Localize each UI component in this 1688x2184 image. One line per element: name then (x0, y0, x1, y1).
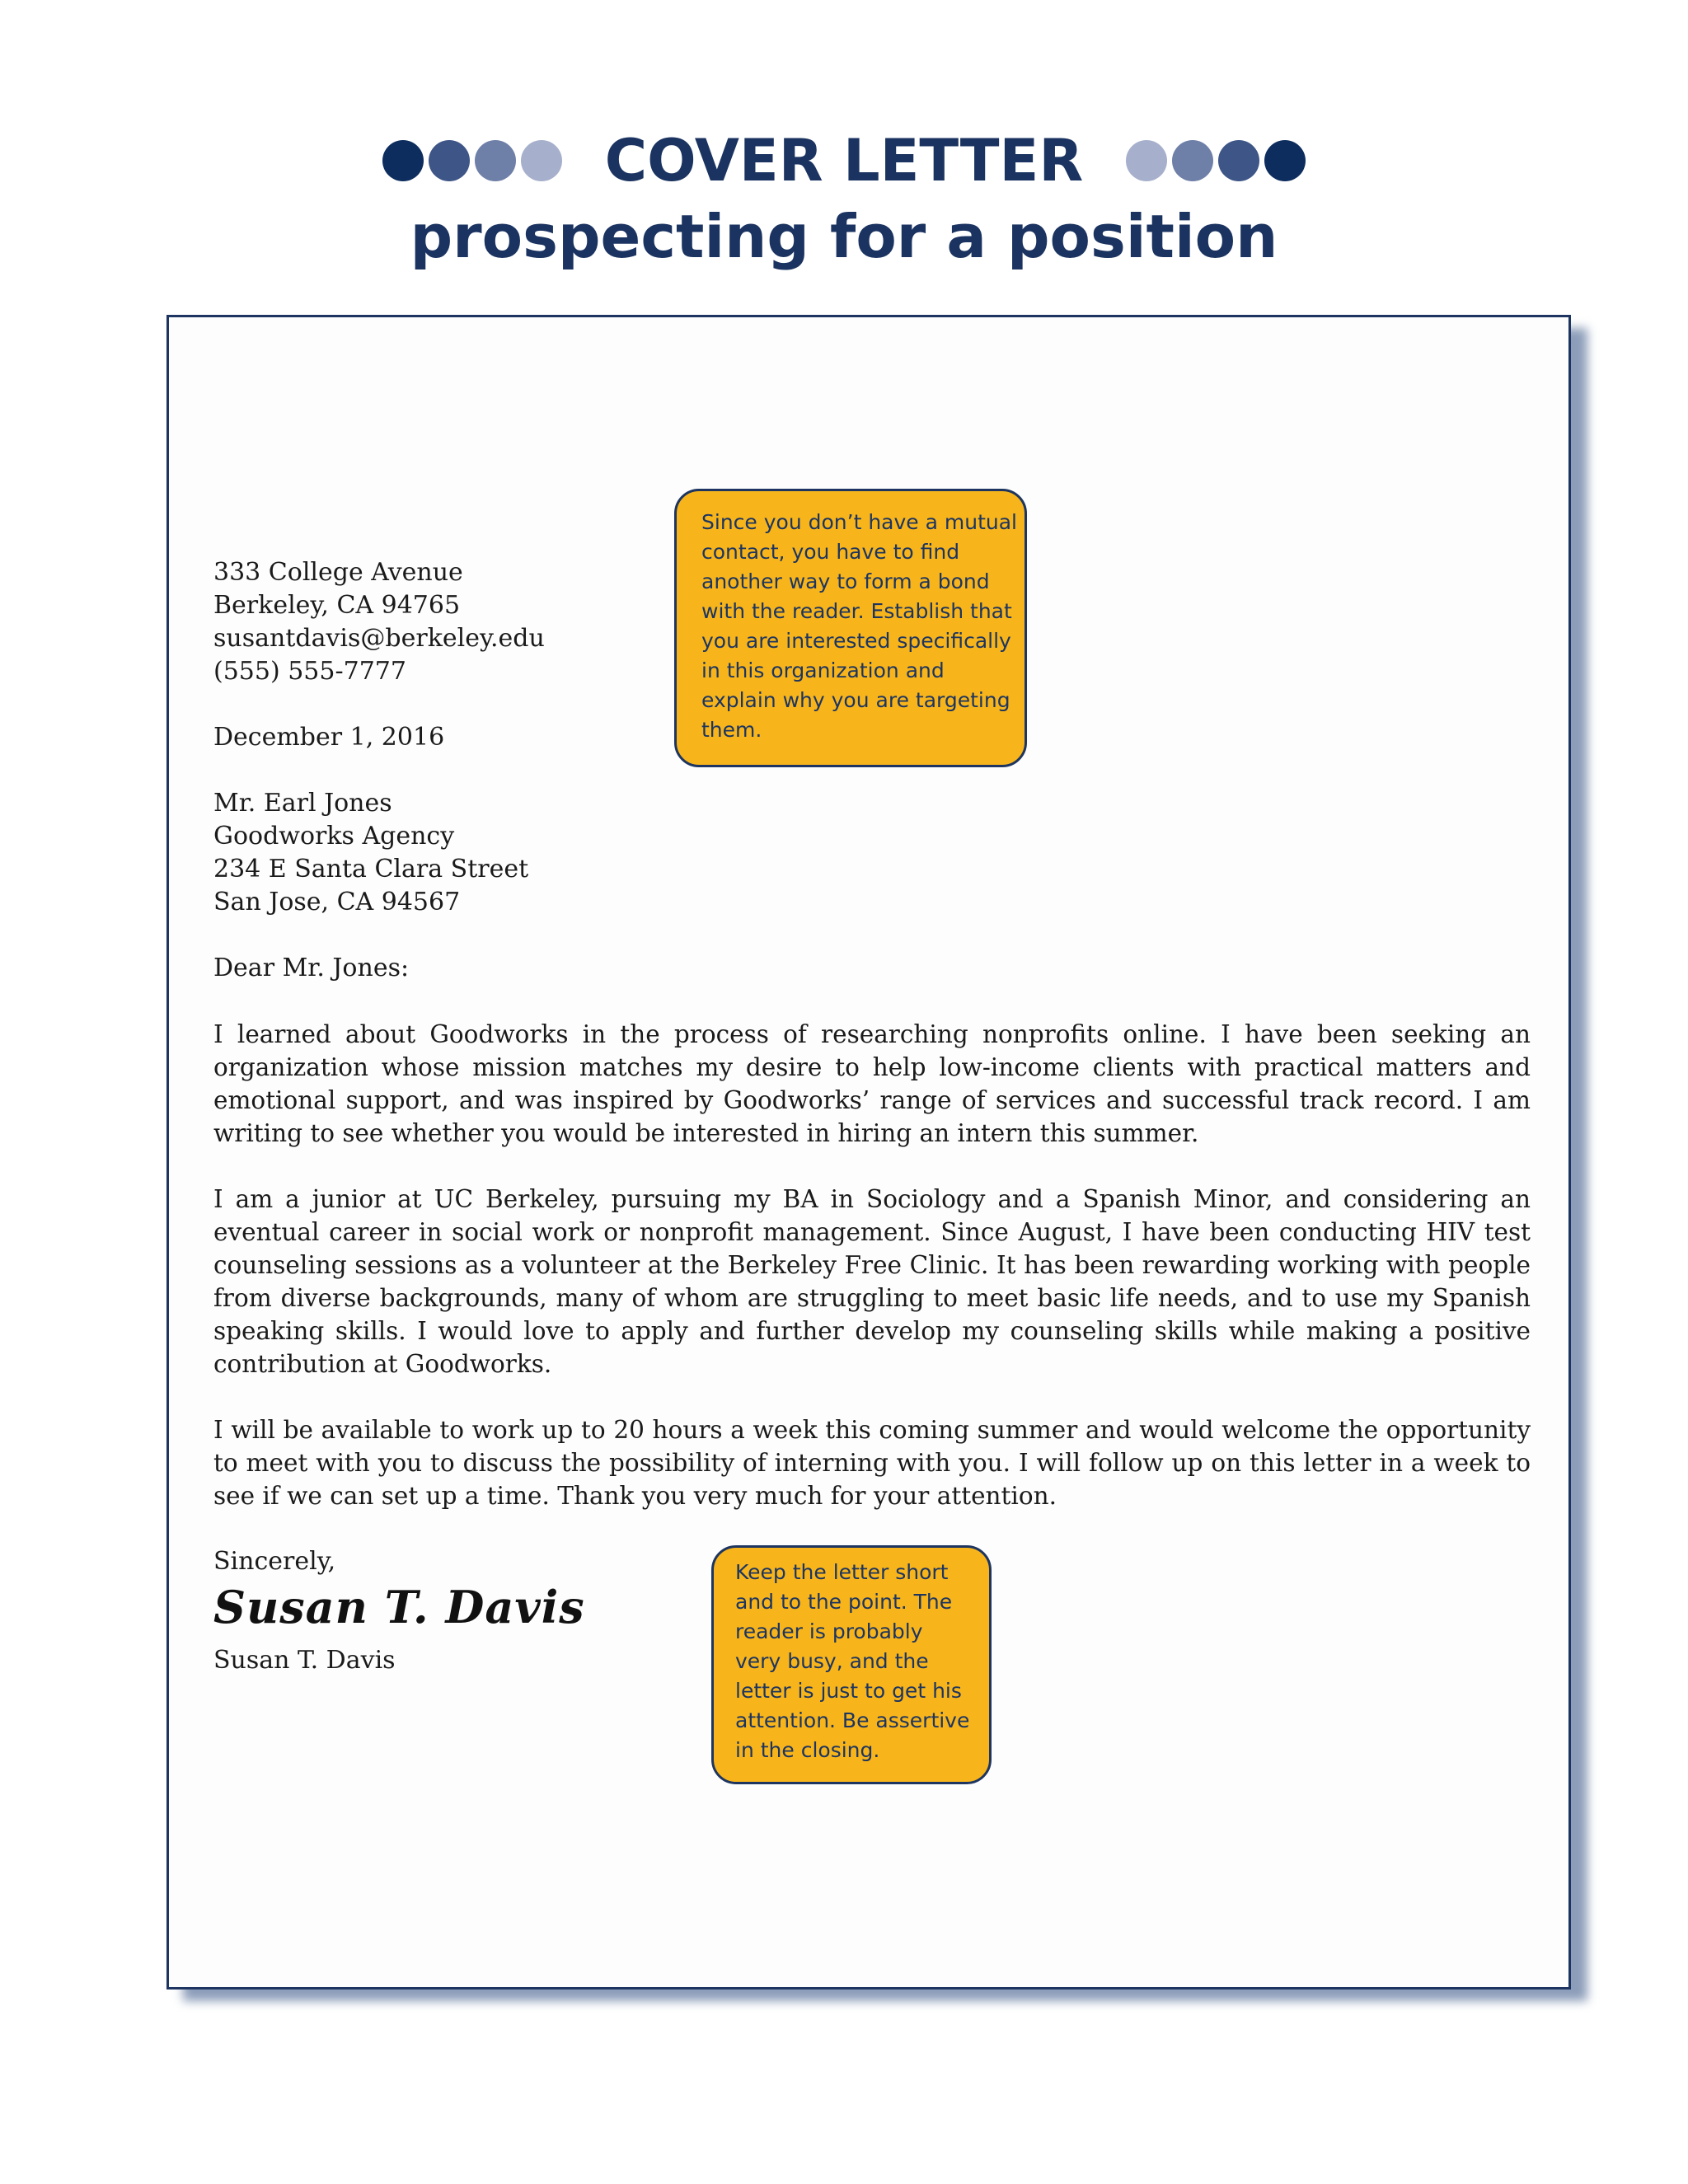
handwritten-signature: Susan T. Davis (213, 1581, 585, 1633)
body-paragraph: I am a junior at UC Berkeley, pursuing my BA in Sociology and a Spanish Minor, and considering an eventual career in social work or nonprofit management. Since August, I have been conducting HIV test counseling sessions as a volunteer at the Berkeley Free Clinic. It has been rewarding working with people from diverse backgrounds, many of whom are struggling to meet basic life needs, and to use my Spanish speaking skills. I would love to apply and further develop my counseling skills while making a positive contribution at Goodworks. (213, 1185, 1531, 1378)
dot-icon (1172, 140, 1213, 181)
recipient-city: San Jose, CA 94567 (213, 888, 461, 916)
callout-line: in this organization and (701, 658, 945, 682)
closing: Sincerely, (213, 1547, 336, 1576)
header (0, 124, 1688, 280)
body-paragraph: I learned about Goodworks in the process of researching nonprofits online. I have been seeking an organization whose mission matches my desire to help low-income clients with practical matters and emotional support, and was inspired by Goodworks’ range of services and successful track record. I am writing to see whether you would be interested in hiring an intern this summer. (213, 1020, 1531, 1147)
callout-line: very busy, and the (735, 1649, 929, 1673)
page-title: COVER LETTER (604, 127, 1084, 194)
typed-name: Susan T. Davis (213, 1646, 396, 1675)
sender-email: susantdavis@berkeley.edu (213, 624, 545, 653)
callout-line: attention. Be assertive (735, 1708, 970, 1732)
sender-phone: (555) 555-7777 (213, 657, 406, 686)
page-subtitle: prospecting for a position (410, 202, 1278, 271)
dot-icon (1264, 140, 1306, 181)
dot-icon (475, 140, 516, 181)
left-dots-decoration (382, 140, 562, 181)
callout-line: in the closing. (735, 1738, 880, 1762)
callout-line: you are interested specifically (701, 629, 1011, 653)
callout-line: contact, you have to find (701, 540, 960, 564)
callout-line: reader is probably (735, 1619, 923, 1643)
recipient-street: 234 E Santa Clara Street (213, 855, 529, 883)
callout-line: Since you don’t have a mutual (701, 510, 1017, 534)
salutation-block (213, 952, 1531, 985)
dot-icon (1126, 140, 1167, 181)
dot-icon (382, 140, 424, 181)
tip-callout-keep-short (711, 1545, 992, 1784)
callout-line: explain why you are targeting (701, 688, 1010, 712)
recipient-address (213, 787, 1531, 919)
dot-icon (429, 140, 470, 181)
tip-callout-mutual-contact (674, 489, 1027, 767)
dot-icon (521, 140, 562, 181)
callout-line: Keep the letter short (735, 1560, 949, 1584)
letter-date: December 1, 2016 (213, 723, 445, 752)
callout-line: them. (701, 718, 762, 742)
dot-icon (1218, 140, 1259, 181)
body-paragraph: I will be available to work up to 20 hours a week this coming summer and would welcome the opportunity to meet with you to discuss the possibility of interning with you. I will follow up on this letter in a week to see if we can set up a time. Thank you very much for your attention. (213, 1416, 1531, 1510)
callout-line: another way to form a bond (701, 569, 990, 593)
right-dots-decoration (1126, 140, 1306, 181)
sender-address-line: 333 College Avenue (213, 558, 463, 587)
salutation: Dear Mr. Jones: (213, 954, 410, 982)
callout-line: letter is just to get his (735, 1679, 962, 1703)
title-row (0, 124, 1688, 198)
sender-address-line: Berkeley, CA 94765 (213, 591, 461, 620)
callout-line: with the reader. Establish that (701, 599, 1012, 623)
recipient-name: Mr. Earl Jones (213, 789, 392, 818)
callout-line: and to the point. The (735, 1590, 953, 1614)
recipient-organization: Goodworks Agency (213, 822, 455, 851)
